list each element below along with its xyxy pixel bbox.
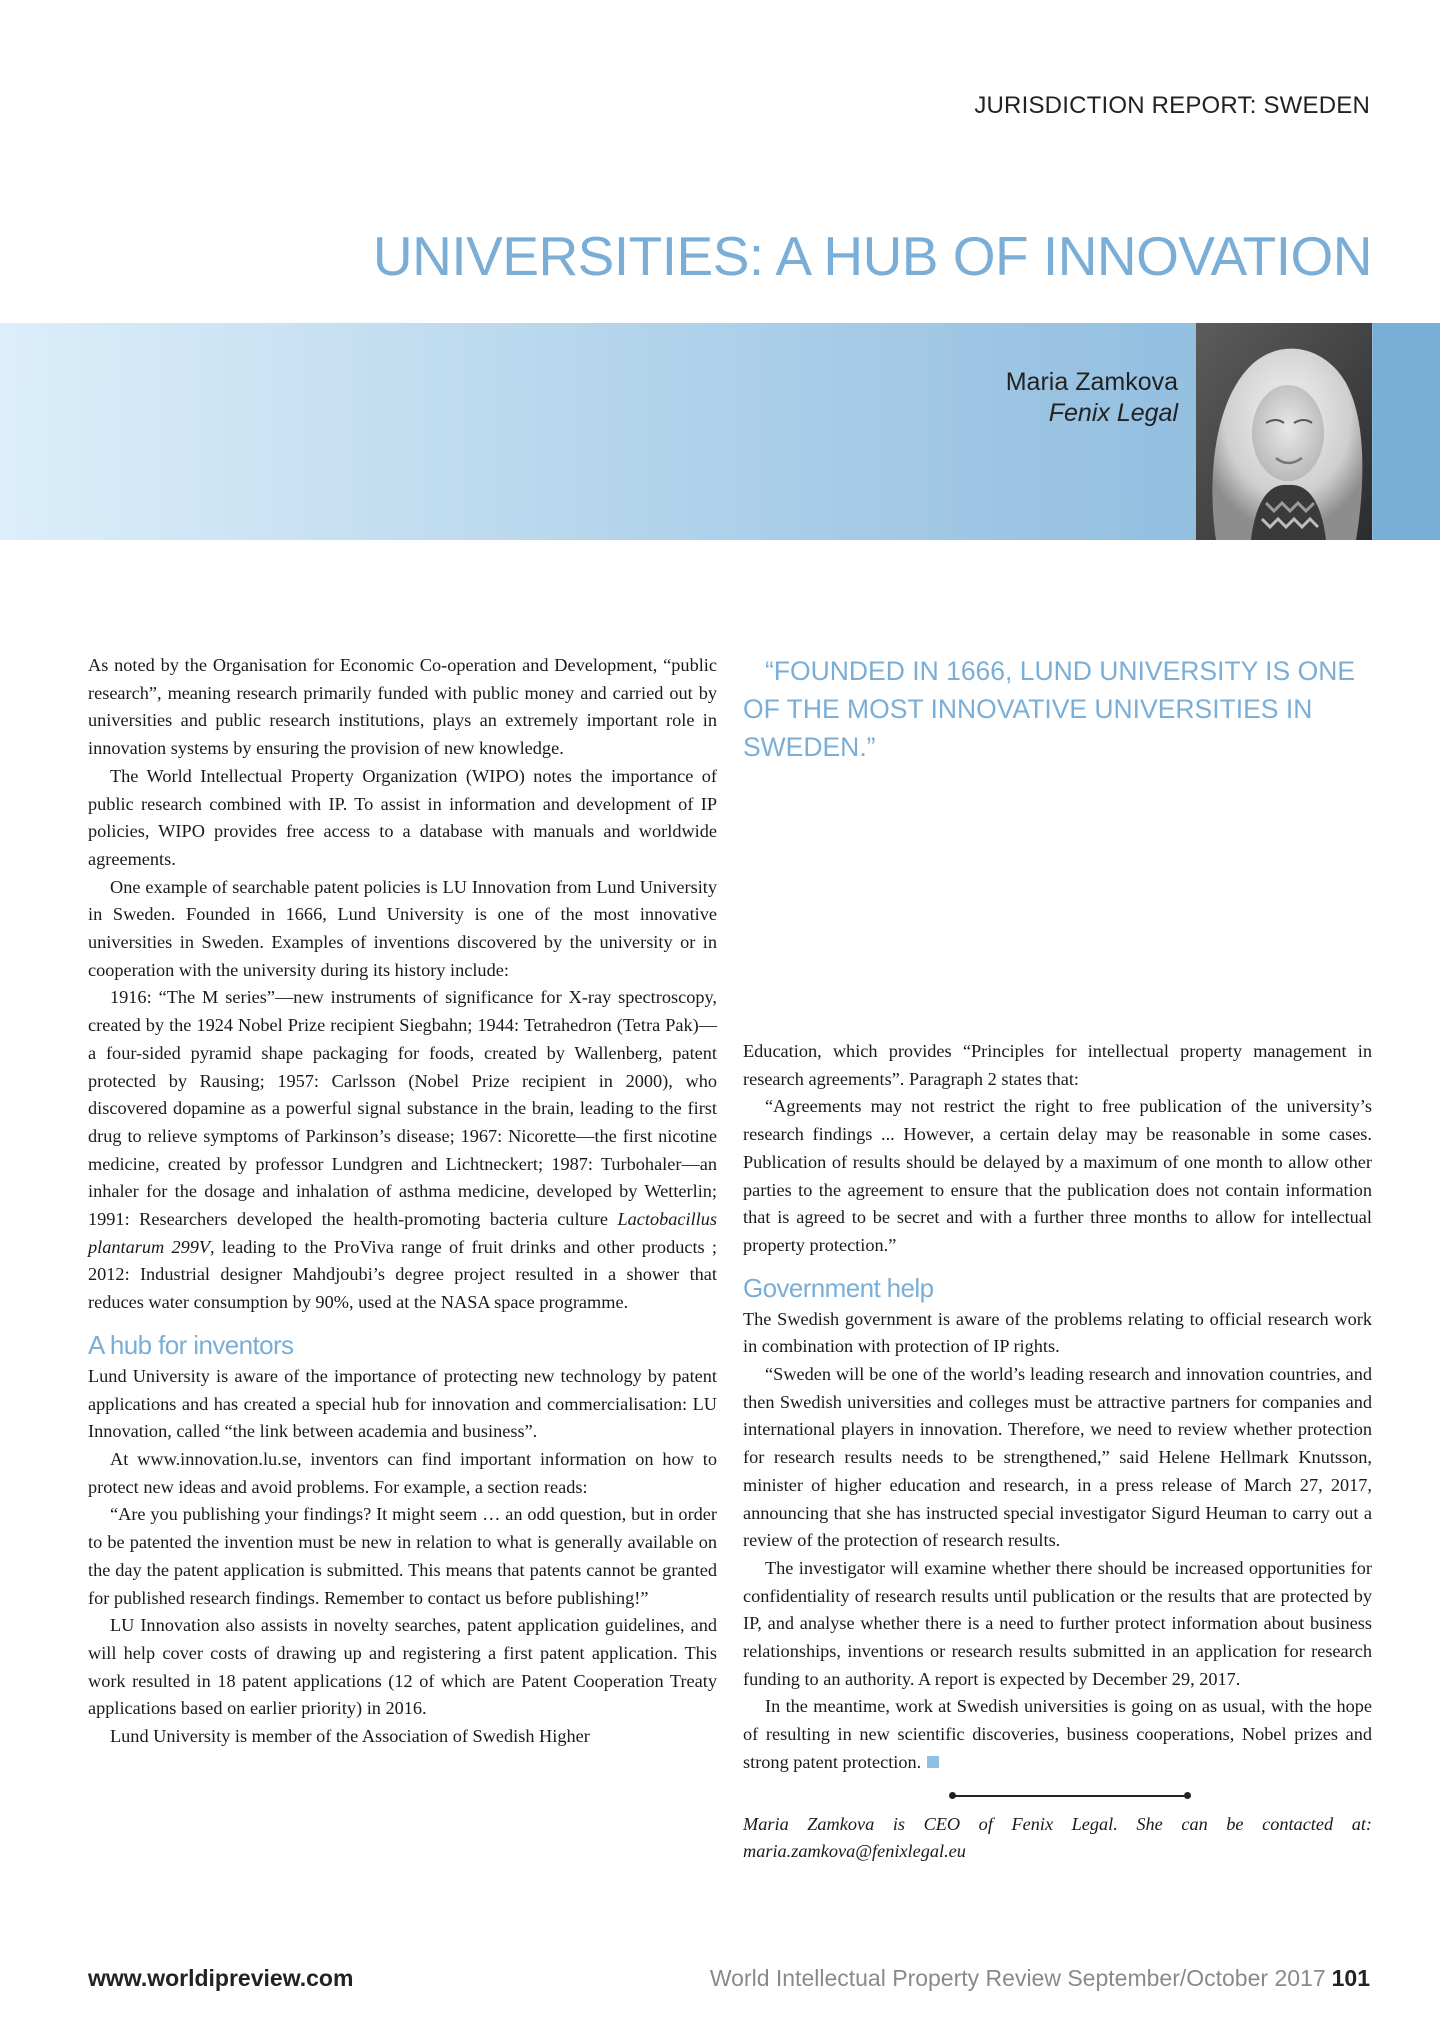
paragraph: Lund University is member of the Association of Swedish Higher — [110, 1726, 590, 1747]
paragraph: “Are you publishing your findings? It might seem … an odd question, but in order to be patented the invention must be new in relation to what is generally available on the day the patent application is submitted. This means that patents cannot be granted for published research findings. Remember to contact us before publishing!” — [88, 1504, 717, 1608]
author-block — [1006, 367, 1178, 429]
left-column — [88, 652, 717, 1751]
paragraph-text: , leading to the ProViva range of fruit drinks and other products ; 2012: Industrial designer Mahdjoubi’s degree project resulted in a shower that reduces water consumption by 90%, used at the NASA space programme. — [88, 1236, 718, 1313]
paragraph: “Agreements may not restrict the right to free publication of the university’s research findings ... However, a certain delay may be reasonable in some cases. Publication of results should be delayed by a maximum of one month to allow other parties to the agreement to ensure that the publication does not contain information that is agreed to be secret and with a further three months to allow for intellectual property protection.” — [743, 1096, 1372, 1255]
right-column — [743, 1038, 1372, 1866]
author-bio: Maria Zamkova is CEO of Fenix Legal. She can be contacted at: maria.zamkova@fenixlegal.eu — [743, 1813, 1372, 1862]
divider-line — [953, 1795, 1188, 1797]
paragraph: The investigator will examine whether there should be increased opportunities for confidentiality of research results until publication or the results that are protected by IP, and analyse whether there is a need to further protect information about business relationships, inventions or research results submitted in an application for research funding to an authority. A report is expected by December 29, 2017. — [743, 1557, 1372, 1689]
species-name: Lactobacillus plantarum 299V — [88, 1209, 717, 1257]
paragraph: As noted by the Organisation for Economic Co-operation and Development, “public research”, meaning research primarily funded with public money and carried out by universities and public research institutions, plays an extremely important role in innovation systems by ensuring the provision of new knowledge. — [88, 655, 717, 759]
footer-website[interactable]: www.worldipreview.com — [88, 1965, 354, 1991]
author-banner — [0, 323, 1440, 540]
paragraph: One example of searchable patent policies is LU Innovation from Lund University in Sweden. Founded in 1666, Lund University is one of the most innovative universities in Sweden. Examples of inventions discovered by the university or in cooperation with the university during its history include: — [88, 876, 717, 980]
subhead-government-help: Government help — [743, 1272, 934, 1303]
bio-divider — [743, 1789, 1372, 1803]
paragraph-text: 1916: “The M series”—new instruments of significance for X-ray spectroscopy, created by the 1924 Nobel Prize recipient Siegbahn; 1944: Tetrahedron (Tetra Pak)—a four-sided pyramid shape packaging for foods, created by Wallenberg, patent protected by Rausing; 1957: Carlsson (Nobel Prize recipient in 2000), who discovered dopamine as a powerful signal substance in the brain, leading to the first drug to relieve symptoms of Parkinson’s disease; 1967: Nicorette—the first nicotine medicine, created by professor Lundgren and Lichtneckert; 1987: Turbohaler—an inhaler for the dosage and inhalation of asthma medicine, developed by Wetterlin; 1991: Researchers developed the health-promoting bacteria culture — [88, 987, 717, 1230]
paragraph: The World Intellectual Property Organization (WIPO) notes the importance of public research combined with IP. To assist in information and development of IP policies, WIPO provides free access to a database with manuals and worldwide agreements. — [88, 765, 717, 869]
subhead-hub-for-inventors: A hub for inventors — [88, 1329, 294, 1360]
divider-dot — [949, 1792, 956, 1799]
paragraph-text: In the meantime, work at Swedish universities is going on as usual, with the hope of resulting in new scientific discoveries, business cooperations, Nobel prizes and strong patent protection. — [743, 1696, 1372, 1772]
page-number: 101 — [1331, 1965, 1370, 1991]
pull-quote: “FOUNDED IN 1666, LUND UNIVERSITY IS ONE OF THE MOST INNOVATIVE UNIVERSITIES IN SWEDEN.” — [743, 656, 1356, 762]
publication-name: World Intellectual Property Review September/October 2017 — [709, 1965, 1326, 1991]
paragraph: Education, which provides “Principles for intellectual property management in research agreements”. Paragraph 2 states that: — [743, 1041, 1372, 1089]
paragraph: Lund University is aware of the importance of protecting new technology by patent applications and has created a special hub for innovation and commercialisation: LU Innovation, called “the link between academia and business”. — [88, 1365, 717, 1442]
paragraph: “Sweden will be one of the world’s leading research and innovation countries, and then Swedish universities and colleges must be attractive partners for companies and international players in innovation. Therefore, we need to review whether protection for research results needs to be strengthened,” said Helene Hellmark Knutsson, minister of higher education and research, in a press release of March 27, 2017, announcing that she has instructed special investigator Sigurd Heuman to carry out a review of the protection of research results. — [743, 1364, 1372, 1551]
section-label: JURISDICTION REPORT: SWEDEN — [974, 92, 1370, 119]
paragraph — [743, 1693, 1372, 1776]
banner-accent-block — [1373, 323, 1440, 540]
paragraph: LU Innovation also assists in novelty searches, patent application guidelines, and will help cover costs of drawing up and registering a first patent application. This work resulted in 18 patent applications (12 of which are Patent Cooperation Treaty applications based on earlier priority) in 2016. — [88, 1615, 717, 1719]
author-name: Maria Zamkova — [1005, 368, 1178, 396]
divider-dot — [1184, 1792, 1191, 1799]
paragraph: At www.innovation.lu.se, inventors can find important information on how to protect new ideas and avoid problems. For example, a section reads: — [88, 1448, 717, 1497]
paragraph: The Swedish government is aware of the problems relating to official research work in combination with protection of IP rights. — [743, 1308, 1372, 1357]
page-title: UNIVERSITIES: A HUB OF INNOVATION — [372, 225, 1372, 287]
paragraph — [88, 984, 717, 1316]
author-affiliation: Fenix Legal — [1048, 399, 1178, 427]
pull-quote-block — [743, 652, 1372, 766]
square-end-mark-icon — [927, 1756, 939, 1768]
author-portrait — [1196, 323, 1372, 540]
footer-publication — [710, 1965, 1370, 1992]
